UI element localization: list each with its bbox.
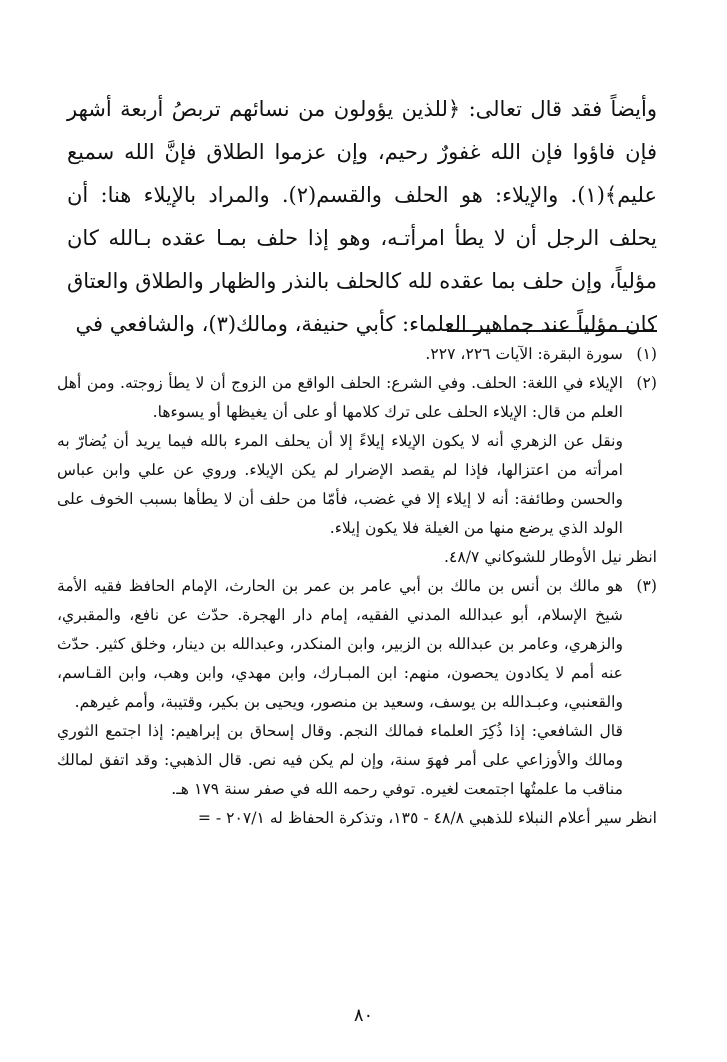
- footnote-separator: [447, 330, 657, 332]
- footnote-body: [57, 340, 623, 369]
- footnote-reference: انظر سير أعلام النبلاء للذهبي ٤٨/٨ - ١٣٥، وتذكرة الحفاظ له ٢٠٧/١ - =: [197, 809, 657, 827]
- footnote-3: [57, 572, 657, 804]
- footnote-paragraph: ونقل عن الزهري أنه لا يكون الإيلاء إيلاءً إلا أن يحلف المرء بالله فيما يريد أن يُضارّ به امرأته من اعتزالها، فإذا لم يقصد الإضرار لم يكن الإيلاء. وروي عن علي وابن عباس والحسن وطائفة: أنه لا إيلاء إلا في غضب، فأمّا من حلف أن لا يطأها بسبب الخوف على الولد الذي يرضع منها من الغيلة فلا يكون إيلاء.: [57, 432, 623, 537]
- footnote-number: (٣): [636, 577, 657, 595]
- footnote-body: [57, 572, 623, 804]
- footnote-number: (١): [636, 345, 657, 363]
- footnote-2: [57, 369, 657, 543]
- footnote-paragraph: الإيلاء في اللغة: الحلف. وفي الشرع: الحلف الواقع من الزوج أن لا يطأ زوجته. ومن أهل العلم من قال: الإيلاء الحلف على ترك كلامها أو على أن يغيظها أو يسوءها.: [57, 374, 623, 421]
- footnote-paragraph: سورة البقرة: الآيات ٢٢٦، ٢٢٧.: [425, 345, 623, 363]
- footnote-paragraph: هو مالك بن أنس بن مالك بن أبي عامر بن عمر بن الحارث، الإمام الحافظ فقيه الأمة شيخ الإسلام، أبو عبدالله المدني الفقيه، إمام دار الهجرة. حدّث عن نافع، والمقبري، والزهري، وعامر بن عبدالله بن الزبير، وابن المنكدر، وعبدالله بن دينار، وخلق كثير. حدّث عنه أمم لا يكادون يحصون، منهم: ابن المبـارك، وابن مهدي، وابن وهب، وابن القـاسم، والقعنبي، وعبـدالله بن يوسف، وسعيد بن منصور، ويحيى بن بكير، وقتيبة، وأمم غيرهم.: [57, 577, 623, 711]
- footnotes: [57, 340, 657, 833]
- footnote-body: [57, 369, 623, 543]
- main-paragraph: وأيضاً فقد قال تعالى: ﴿للذين يؤولون من نسائهم تربصُ أربعة أشهر فإن فاؤوا فإن الله غفورٌ رحيم، وإن عزموا الطلاق فإنَّ الله سميع عليم﴾(١). والإيلاء: هو الحلف والقسم(٢). والمراد بالإيلاء هنا: أن يحلف الرجل أن لا يطأ امرأتـه، وهو إذا حلف بمـا عقده بـالله كان مؤلياً، وإن حلف بما عقده لله كالحلف بالنذر والظهار والطلاق والعتاق كان مؤلياً عند جماهير العلماء: كأبي حنيفة، ومالك(٣)، والشافعي في: [67, 97, 657, 336]
- footnote-1: [57, 340, 657, 369]
- page-number: ٨٠: [353, 1005, 374, 1026]
- main-text: [67, 88, 657, 346]
- footnote-paragraph: قال الشافعي: إذا ذُكِرَ العلماء فمالك النجم. وقال إسحاق بن إبراهيم: إذا اجتمع الثوري ومالك والأوزاعي على أمر فهوَ سنة، وإن لم يكن فيه نص. قال الذهبي: وقد اتفق لمالك مناقب ما علمتُها اجتمعت لغيره. توفي رحمه الله في صفر سنة ١٧٩ هـ.: [57, 722, 623, 798]
- footnote-number: (٢): [636, 374, 657, 392]
- footnote-reference: انظر نيل الأوطار للشوكاني ٤٨/٧.: [444, 548, 657, 566]
